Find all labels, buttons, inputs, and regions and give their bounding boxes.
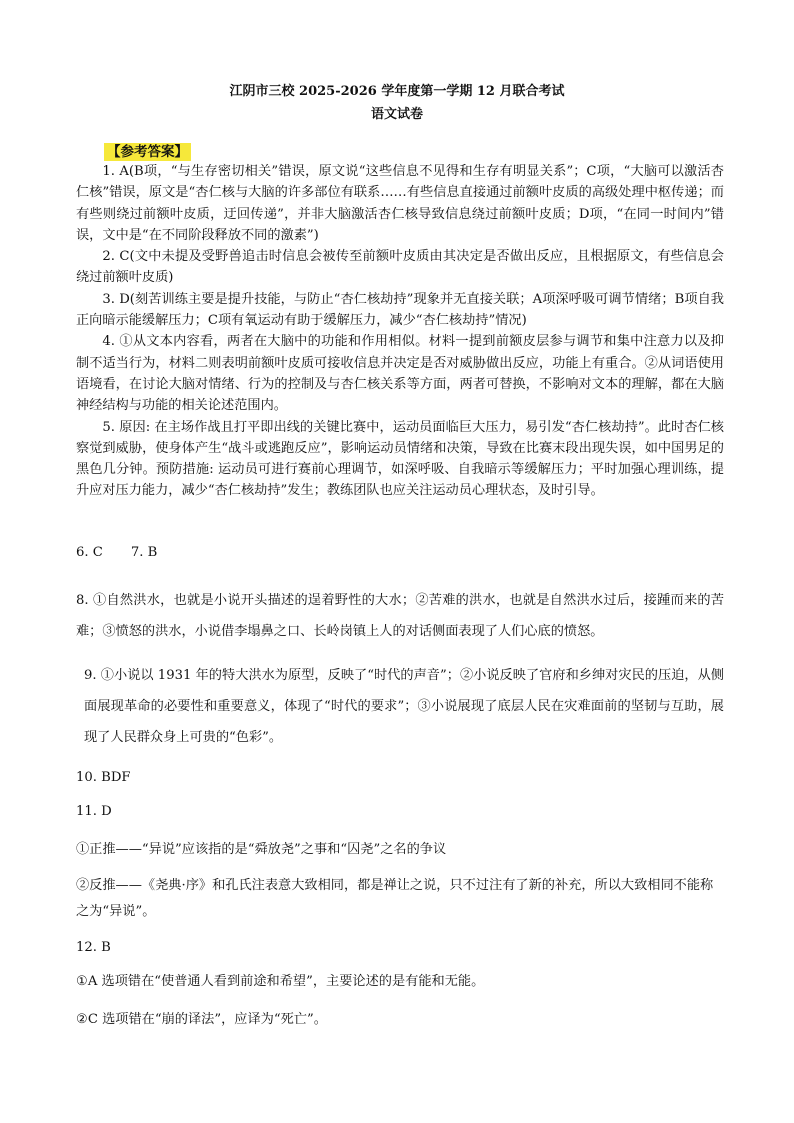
answer-12-note-2 (76, 1009, 724, 1031)
answer-6: 6. C (76, 545, 103, 560)
answer-11-note-2-text: ②反推——《尧典·序》和孔氏注表意大致相同，都是禅让之说，只不过注有了新的补充，所以大致相同不能称之为“异说”。 (76, 878, 714, 919)
answer-8 (76, 585, 724, 647)
answer-5: 5. 原因: 在主场作战且打平即出线的关键比赛中，运动员面临巨大压力，易引发“杏仁核劫持”。此时杏仁核察觉到威胁，使身体产生“战斗或逃跑反应”，影响运动员情绪和决策，导致在比赛末段出现失误，如中国男足的黑色几分钟。预防措施: 运动员可进行赛前心理调节，如深呼吸、自我暗示等缓解压力；平时加强心理训练，提升应对压力能力，减少“杏仁核劫持”发生；教练团队也应关注运动员心理状态，及时引导。 (76, 419, 724, 499)
answer-11-text: 11. D (76, 804, 112, 819)
answer-4: 4. ①从文本内容看，两者在大脑中的功能和作用相似。材料一提到前额皮层参与调节和集中注意力以及抑制不适当行为，材料二则表明前额叶皮质可接收信息并决定是否对威胁做出反应，功能上有重合。②从词语使用语境看，在讨论大脑对情绪、行为的控制及与杏仁核关系等方面，两者可替换，不影响对文本的理解，都在大脑神经结构与功能的相关论述范围内。 (76, 334, 724, 414)
answer-12 (76, 937, 724, 959)
answer-12-text: 12. B (76, 940, 111, 955)
answer-2: 2. C(文中未提及受野兽追击时信息会被传至前额叶皮质由其决定是否做出反应，且根据原文，有些信息会绕过前额叶皮质) (76, 249, 724, 286)
answer-9-text: 9. ①小说以 1931 年的特大洪水为原型，反映了“时代的声音”；②小说反映了官府和乡绅对灾民的压迫，从侧面展现革命的必要性和重要意义，体现了“时代的要求”；③小说展现了底层人民在灾难面前的坚韧与互助，展现了人民群众身上可贵的“色彩”。 (84, 668, 724, 745)
answer-7: 7. B (130, 545, 158, 560)
exam-title: 江阴市三校 2025-2026 学年度第一学期 12 月联合考试 (229, 84, 565, 99)
exam-subtitle: 语文试卷 (370, 107, 423, 122)
answer-9 (84, 660, 724, 753)
reference-answer-label: 【参考答案】 (104, 143, 191, 161)
answer-3: 3. D(刻苦训练主要是提升技能，与防止“杏仁核劫持”现象并无直接关联；A项深呼吸可调节情绪；B项自我正向暗示能缓解压力；C项有氧运动有助于缓解压力，减少“杏仁核劫持”情况) (76, 291, 724, 329)
answers-1-5 (76, 161, 724, 502)
answer-8-text: 8. ①自然洪水，也就是小说开头描述的逞着野性的大水；②苦难的洪水，也就是自然洪水过后，接踵而来的苦难；③愤怒的洪水，小说借李塌鼻之口、长岭岗镇上人的对话侧面表现了人们心底的愤怒。 (76, 593, 724, 639)
answer-12-note-1-text: ①A 选项错在“使普通人看到前途和希望”，主要论述的是有能和无能。 (76, 974, 485, 989)
answer-10 (76, 767, 724, 789)
answer-11-note-2 (76, 873, 724, 925)
answer-11-note-1-text: ①正推——“异说”应该指的是“舜放尧”之事和“囚尧”之名的争议 (76, 842, 447, 857)
answer-11-note-1 (76, 839, 724, 861)
answer-12-note-2-text: ②C 选项错在“崩的译法”，应译为“死亡”。 (76, 1012, 327, 1027)
answer-12-note-1 (76, 971, 724, 993)
answer-11 (76, 801, 724, 823)
answer-1: 1. A(B项，“与生存密切相关”错误，原文说“这些信息不见得和生存有明显关系”；C项，“大脑可以激活杏仁核”错误，原文是“杏仁核与大脑的许多部位有联系……有些信息直接通过前额叶皮质的高级处理中枢传递；而有些则绕过前额叶皮质，迂回传递”，并非大脑激活杏仁核导致信息绕过前额叶皮质；D项，“在同一时间内”错误，文中是“在不同阶段释放不同的激素”) (76, 164, 724, 243)
answers-6-7 (76, 542, 724, 564)
answer-10-text: 10. BDF (76, 770, 131, 785)
